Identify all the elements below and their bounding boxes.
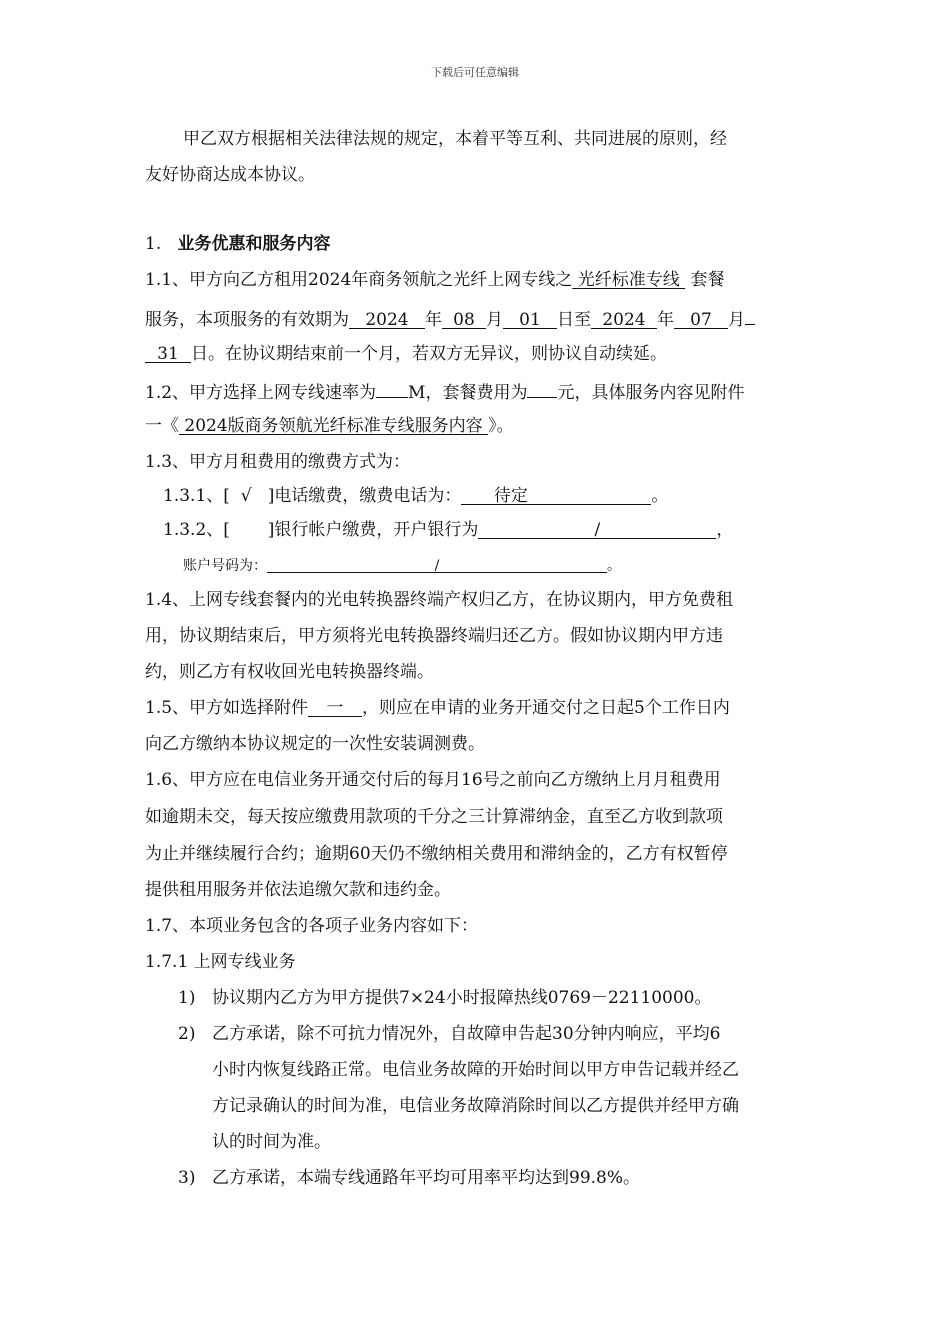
clause-1-7: 1.7、本项业务包含的各项子业务内容如下： — [145, 916, 479, 936]
clause-1-2-line-1: 1.2、甲方选择上网专线速率为 M，套餐费用为 元，具体服务内容见附件 — [145, 379, 810, 404]
clause-1-1-text: 1.1、甲方向乙方租用2024年商务领航之光纤上网专线之 — [145, 270, 573, 290]
clause-1-7-1: 1.7.1 上网专线业务 — [145, 952, 296, 972]
clause-1-4-line-2: 用，协议期结束后，甲方须将光电转换器终端归还乙方。假如协议期内甲方违 — [145, 626, 723, 646]
clause-1-2-line-2: 一《 2024版商务领航光纤标准专线服务内容 》。 — [145, 416, 514, 436]
fee-blank — [527, 379, 557, 398]
end-day: 31 — [145, 344, 191, 363]
account-field: / — [267, 556, 607, 573]
clause-1-6-line-2: 如逾期未交，每天按应缴费用款项的千分之三计算滞纳金，直至乙方收到款项 — [145, 807, 723, 827]
clause-1-1-line-2: 服务，本项服务的有效期为 2024 年 08 月 01 日至 2024 年 07 月 — [145, 306, 810, 331]
attachment-title: 2024版商务领航光纤标准专线服务内容 — [179, 416, 489, 436]
clause-1-1-line-3: 31 日。在协议期结束前一个月，若双方无异议，则协议自动续延。 — [145, 343, 810, 365]
clause-1-4-line-1: 1.4、上网专线套餐内的光电转换器终端产权归乙方，在协议期内，甲方免费租 — [145, 590, 734, 610]
section-number: 1. — [145, 234, 162, 254]
list-item-2-line-4: 认的时间为准。 — [212, 1132, 331, 1152]
list-item-2-line-2: 小时内恢复线路正常。电信业务故障的开始时间以甲方申告记载并经乙 — [212, 1060, 739, 1080]
section-heading — [145, 233, 810, 255]
list-item-2-line-3: 方记录确认的时间为准，电信业务故障消除时间以乙方提供并经甲方确 — [212, 1096, 739, 1116]
clause-1-1-suffix: 套餐 — [690, 270, 725, 290]
clause-1-4-line-3: 约，则乙方有权收回光电转换器终端。 — [145, 662, 434, 682]
section-title: 业务优惠和服务内容 — [177, 234, 331, 254]
phone-checkbox: √ — [240, 486, 252, 506]
clause-1-6-line-1: 1.6、甲方应在电信业务开通交付后的每月16号之前向乙方缴纳上月月租费用 — [145, 770, 721, 790]
clause-1-5-line-2: 向乙方缴纳本协议规定的一次性安装调测费。 — [145, 734, 485, 754]
clause-1-1-line-1 — [145, 269, 810, 291]
list-item-3: 3) 乙方承诺，本端专线通路年平均可用率平均达到99.8%。 — [178, 1168, 641, 1188]
clause-1-3-2: 1.3.2、[ ]银行帐户缴费，开户银行为 / ， — [163, 520, 734, 540]
end-month: 07 — [674, 310, 728, 329]
list-item-1: 1) 协议期内乙方为甲方提供7×24小时报障热线0769－22110000。 — [178, 988, 712, 1008]
end-year: 2024 — [591, 310, 657, 329]
attachment-choice: 一 — [308, 698, 362, 717]
account-line: 账户号码为： / 。 — [183, 558, 621, 574]
clause-1-3: 1.3、甲方月租费用的缴费方式为： — [145, 452, 411, 472]
speed-blank — [376, 379, 408, 398]
clause-1-5-line-1: 1.5、甲方如选择附件 一 ，则应在申请的业务开通交付之日起5个工作日内 — [145, 698, 730, 718]
package-name: 光纤标准专线 — [577, 270, 680, 290]
start-year: 2024 — [349, 310, 425, 329]
start-day: 01 — [503, 310, 557, 329]
start-month: 08 — [442, 310, 486, 329]
page-header: 下载后可任意编辑 — [431, 66, 519, 79]
clause-1-3-1: 1.3.1、[ √ ]电话缴费，缴费电话为： 待定 。 — [163, 486, 669, 506]
intro-line-1: 甲乙双方根据相关法律法规的规定，本着平等互利、共同进展的原则，经 — [183, 129, 727, 149]
clause-1-6-line-3: 为止并继续履行合约；逾期60天仍不缴纳相关费用和滞纳金的，乙方有权暂停 — [145, 844, 728, 864]
phone-field: 待定 — [461, 486, 651, 505]
bank-field: / — [478, 520, 716, 539]
clause-1-6-line-4: 提供租用服务并依法追缴欠款和违约金。 — [145, 880, 451, 900]
list-item-2: 2) 乙方承诺，除不可抗力情况外，自故障申告起30分钟内响应，平均6 — [178, 1024, 721, 1044]
intro-line-2: 友好协商达成本协议。 — [145, 165, 315, 185]
